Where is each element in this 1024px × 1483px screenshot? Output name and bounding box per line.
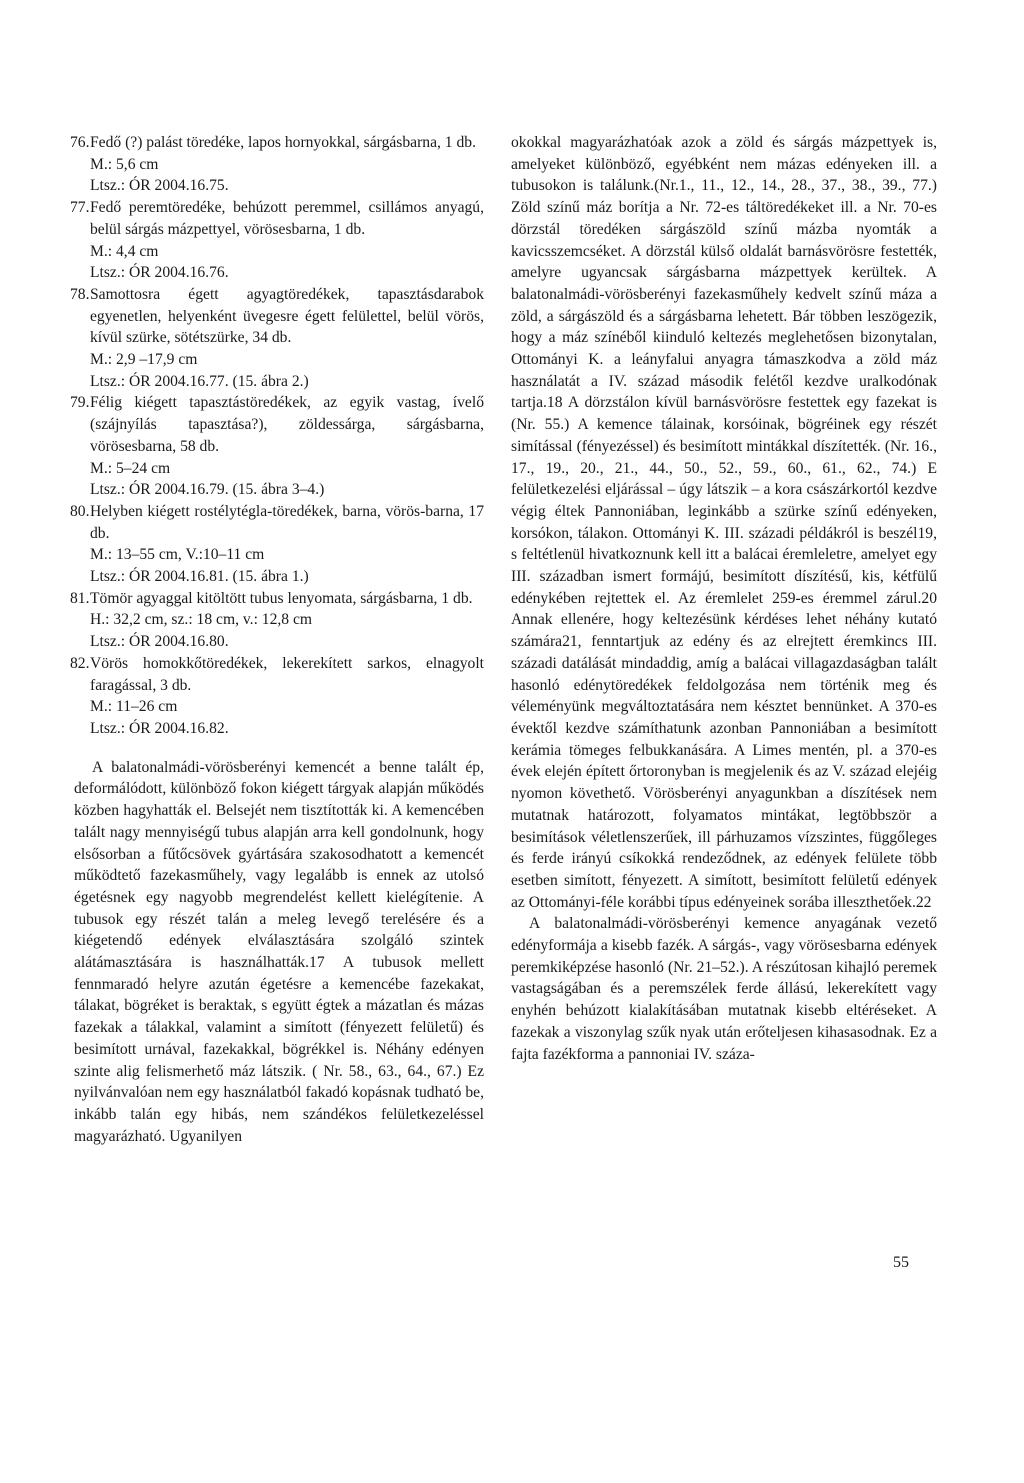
entry-number: 76. (70, 134, 90, 151)
entry-description: Samottosra égett agyagtöredékek, tapasztásdarabok egyenetlen, helyenként üvegesre égett felülettel, belül vörös, kívül szürke, sötétszürke, 34 db. (90, 285, 484, 347)
entry-number: 82. (70, 654, 90, 672)
entry-inventory-number: Ltsz.: ÓR 2004.16.82. (90, 719, 229, 737)
entry-number: 79. (70, 394, 90, 412)
catalog-entry-76 (70, 132, 484, 197)
left-column (70, 132, 484, 1147)
catalog-entry-82 (70, 653, 484, 740)
page-number: 55 (893, 1254, 909, 1271)
body-paragraph: A balatonalmádi-vörösberényi kemence anyagának vezető edényformája a kisebb fazék. A sárgás-, vagy vörösesbarna edények peremkiképzése hasonló (Nr. 21–52.). A részútosan kihajló peremek vastagságában és a peremszélek ferde állású, lekerekített vagy enyhén behúzott kialakításában mutatnak kisebb eltéréseket. A fazekak a viszonylag szűk nyak után erőteljesen kihasasodnak. Ez a fajta fazékforma a pannoniai IV. száza- (511, 915, 937, 1063)
entry-description: Helyben kiégett rostélytégla-töredékek, barna, vörös-barna, 17 db. (90, 502, 484, 542)
entry-inventory-number: Ltsz.: ÓR 2004.16.80. (90, 633, 229, 651)
body-paragraph: okokkal magyarázhatóak azok a zöld és sárgás mázpettyek is, amelyeket különböző, egyébként nem mázas edényeken ill. a tubusokon is találunk.(Nr.1., 11., 12., 14., 28., 37., 38., 39., 77.) Zöld színű máz borítja a Nr. 72-es táltöredékeket ill. a Nr. 70-es dörzstál töredéken sárgászöld színű mázba nyomták a kavicsszemcséket. A dörzstál külső oldalát barnásvörösre festették, amelyre ugyancsak sárgásbarna mázpettyek kerültek. A balatonalmádi-vörösberényi fazekasműhely kedvelt színű máza a zöld, a sárgászöld és a sárgásbarna lehetett. Bár többen leszögezik, hogy a máz színéből kiinduló keltezés meglehetősen bizonytalan, Ottományi K. a leányfalui anyagra támaszkodva a zöld máz használatát a IV. század második felétől kezdve uralkodónak tartja.18 A dörzstálon kívül barnásvörösre festettek egy fazekat is (Nr. 55.) A kemence tálainak, korsóinak, bögréinek egy részét simítással (fényezéssel) és besimított mintákkal díszítették. (Nr. 16., 17., 19., 20., 21., 44., 50., 52., 59., 60., 61., 62., 74.) E felületkezelési eljárással – úgy látszik – a kora császárkortól kezdve végig éltek Pannoniában, leginkább a szürke színű edényeken, korsókon, tálakon. Ottományi K. III. századi példákról is beszél19, s feltétlenül hivatkoznunk kell itt a balácai éremleletre, amelyet egy III. században ismert formájú, besimított díszítésű, kis, kétfülű edénykében rejtettek el. Az éremlelet 259-es éremmel zárul.20 Annak ellenére, hogy keltezésünk kérdéses lehet néhány kutató számára21, fenntartjuk az edény és az elrejtett éremkincs III. századi datálását mindaddig, amíg a balácai villagazdaságban talált hasonló edénytöredékek feldolgozása nem történik meg és véleményünk megváltoztatására nem késztet bennünket. A 370-es évektől kezdve számíthatunk azonban Pannoniában a besimított kerámia tömeges felbukkanására. A Limes mentén, pl. a 370-es évek elején épített őrtoronyban is megjelenik és az V. század elejéig nyomon követhető. Vörösberényi anyagunkban a díszítések nem mutatnak határozott, folyamatos mintákat, legtöbbször a besimítások véletlenszerűek, ill párhuzamos vízszintes, függőleges és ferde irányú csíkokká rendeződnek, az edények felülete több esetben simított, fényezett. A simított, besimított felületű edények az Ottományi-féle korábbi típus edényeinek sorába illeszthetőek.22 (511, 134, 937, 911)
entry-description: Fedő peremtöredéke, behúzott peremmel, csillámos anyagú, belül sárgás mázpettyel, vörösesbarna, 1 db. (90, 199, 484, 238)
entry-number: 81. (70, 589, 90, 607)
catalog-entry-77 (70, 197, 484, 284)
entry-measurement: M.: 4,4 cm (90, 242, 159, 260)
entry-measurement: M.: 5,6 cm (90, 155, 159, 173)
entry-number: 78. (70, 285, 90, 303)
catalog-entry-79 (70, 392, 484, 501)
entry-inventory-number: Ltsz.: ÓR 2004.16.77. (15. ábra 2.) (90, 372, 309, 390)
body-paragraph: A balatonalmádi-vörösberényi kemencét a benne talált ép, deformálódott, különböző fokon kiégett tárgyak alapján működés közben hagyhatták el. Belsejét nem tisztították ki. A kemencében talált nagy mennyiségű tubus alapján arra kell gondolnunk, hogy elsősorban a fűtőcsövek gyártására szakosodhatott a kemencét működtető fazekasműhely, vagy legalább is ennek az utolsó égetésnek egy nagyobb megrendelést kellett kielégítenie. A tubusok egy részét talán a meleg levegő terelésére és a kiégetendő edények elválasztására szolgáló szintek alátámasztására is használhatták.17 A tubusok mellett fennmaradó helyre azután égetésre a kemencébe fazekakat, tálakat, bögréket is beraktak, s együtt égtek a mázatlan és mázas fazekak a tálakkal, valamint a simított (fényezett felületű) és besimított urnával, fazekakkal, bögrékkel is. Néhány edényen szinte alig felismerhető máz látszik. ( Nr. 58., 63., 64., 67.) Ez nyilvánvalóan nem egy használatból fakadó kopásnak tudható be, inkább talán egy hibás, nem szándékos felületkezeléssel magyarázható. Ugyanilyen (74, 758, 484, 1145)
entry-inventory-number: Ltsz.: ÓR 2004.16.76. (90, 264, 229, 282)
entry-description: Tömör agyaggal kitöltött tubus lenyomata, sárgásbarna, 1 db. (90, 589, 473, 607)
entry-measurement: M.: 11–26 cm (90, 698, 178, 716)
entry-number: 80. (70, 502, 90, 520)
entry-number: 77. (70, 199, 90, 217)
entry-inventory-number: Ltsz.: ÓR 2004.16.81. (15. ábra 1.) (90, 568, 309, 586)
entry-measurement: M.: 13–55 cm, V.:10–11 cm (90, 546, 265, 564)
entry-measurement: M.: 2,9 –17,9 cm (90, 351, 198, 369)
entry-inventory-number: Ltsz.: ÓR 2004.16.79. (15. ábra 3–4.) (90, 481, 325, 499)
entry-description: Vörös homokkőtöredékek, lekerekített sarkos, elnagyolt faragással, 3 db. (90, 654, 484, 694)
right-column (511, 132, 937, 1065)
entry-description: Félig kiégett tapasztástöredékek, az egyik vastag, ívelő (szájnyílás tapasztása?), zöldessárga, sárgásbarna, vörösesbarna, 58 db. (90, 394, 484, 455)
entry-description: Fedő (?) palást töredéke, lapos hornyokkal, sárgásbarna, 1 db. (90, 134, 476, 151)
entry-inventory-number: Ltsz.: ÓR 2004.16.75. (90, 177, 229, 195)
catalog-entry-78 (70, 284, 484, 393)
catalog-entry-81 (70, 588, 484, 653)
entry-measurement: H.: 32,2 cm, sz.: 18 cm, v.: 12,8 cm (90, 611, 313, 629)
entry-measurement: M.: 5–24 cm (90, 459, 171, 477)
catalog-entry-80 (70, 501, 484, 588)
